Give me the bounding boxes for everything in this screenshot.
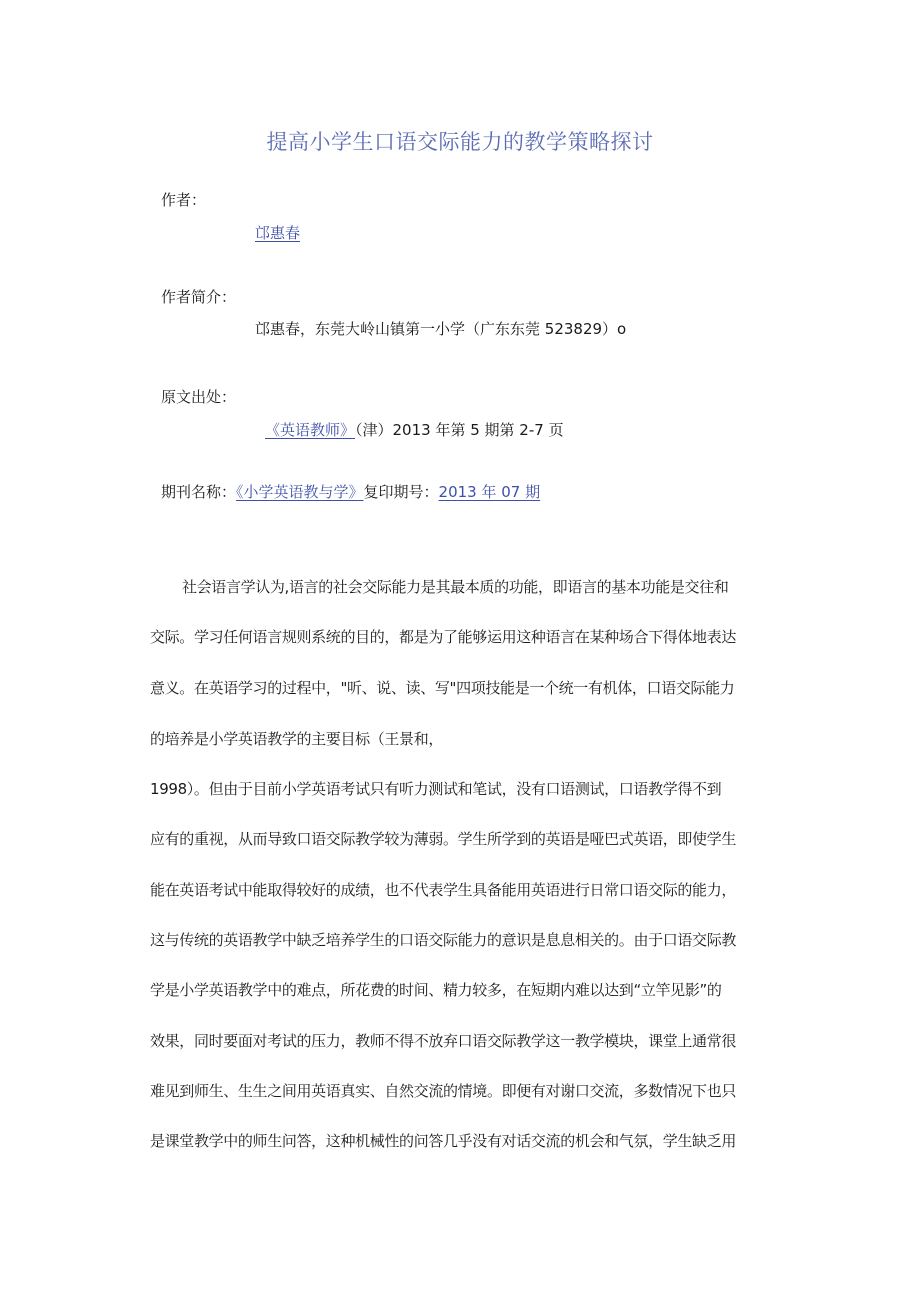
reprint-issue-link[interactable]: 2013 年 07 期 bbox=[438, 483, 541, 501]
body-line: 效果，同时要面对考试的压力，教师不得不放弃口语交际教学这一教学模块，课堂上通常很 bbox=[150, 1032, 737, 1050]
source-detail: （津）2013 年第 5 期第 2-7 页 bbox=[355, 421, 564, 439]
article-title: 提高小学生口语交际能力的教学策略探讨 bbox=[266, 130, 654, 154]
body-line: 意义。在英语学习的过程中，"听、说、读、写"四项技能是一个统一有机体，口语交际能力 bbox=[150, 679, 735, 697]
body-line: 社会语言学认为,语言的社会交际能力是其最本质的功能，即语言的基本功能是交往和 bbox=[182, 578, 729, 596]
bio-text: 邙惠春，东莞大岭山镇第一小学（广东东莞 523829）o bbox=[255, 320, 627, 338]
author-name-link[interactable]: 邙惠春 bbox=[255, 224, 301, 242]
author-label: 作者： bbox=[161, 191, 207, 209]
periodical-name-link[interactable]: 《小学英语教与学》 bbox=[236, 483, 364, 501]
body-line: 这与传统的英语教学中缺乏培养学生的口语交际能力的意识是息息相关的。由于口语交际教 bbox=[150, 931, 737, 949]
body-line: 能在英语考试中能取得较好的成绩，也不代表学生具备能用英语进行日常口语交际的能力， bbox=[150, 881, 737, 899]
periodical-line bbox=[161, 481, 540, 502]
body-line: 交际。学习任何语言规则系统的目的，都是为了能够运用这种语言在某种场合下得体地表达 bbox=[150, 628, 737, 646]
body-line: 应有的重视，从而导致口语交际教学较为薄弱。学生所学到的英语是哑巴式英语，即使学生 bbox=[150, 830, 737, 848]
body-line: 是课堂教学中的师生问答，这种机械性的问答几乎没有对话交流的机会和气氛，学生缺乏用 bbox=[150, 1132, 737, 1150]
source-label: 原文出处： bbox=[161, 388, 237, 406]
source-journal-link[interactable]: 《英语教师》 bbox=[265, 421, 356, 439]
bio-label: 作者简介： bbox=[161, 288, 237, 306]
body-line: 1998）。但由于目前小学英语考试只有听力测试和笔试，没有口语测试，口语教学得不到 bbox=[150, 780, 722, 798]
body-line: 的培养是小学英语教学的主要目标（王景和， bbox=[150, 730, 444, 748]
periodical-label: 期刊名称： bbox=[161, 483, 237, 501]
reprint-label: 复印期号： bbox=[363, 483, 439, 501]
body-line: 学是小学英语教学中的难点，所花费的时间、精力较多，在短期内难以达到“立竿见影”的 bbox=[150, 981, 722, 999]
author-name-line bbox=[255, 222, 300, 243]
source-line bbox=[265, 419, 564, 440]
body-line: 难见到师生、生生之间用英语真实、自然交流的情境。即便有对谢口交流，多数情况下也只 bbox=[150, 1082, 737, 1100]
